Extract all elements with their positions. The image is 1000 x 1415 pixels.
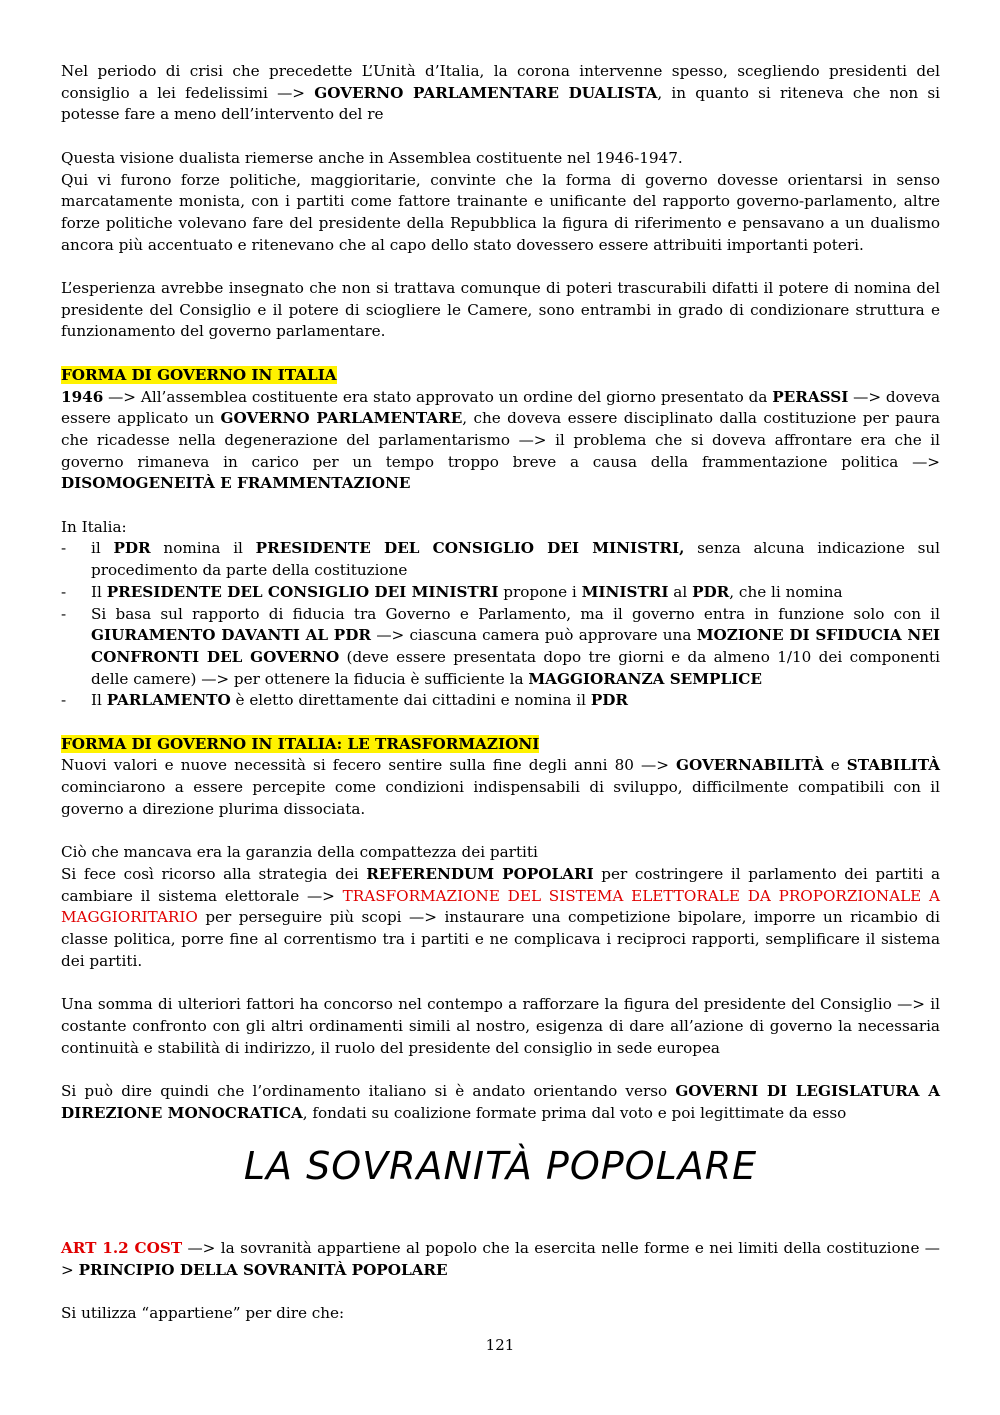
text: , fondati su coalizione formate prima dal voto e poi legittimate da esso	[302, 1103, 847, 1122]
paragraph-perassi	[61, 387, 940, 496]
list-intro: In Italia:	[61, 517, 127, 536]
page-number: 121	[485, 1336, 515, 1354]
bold-term: REFERENDUM POPOLARI	[366, 864, 594, 883]
paragraph-assemblea: Questa visione dualista riemerse anche in Assemblea costituente nel 1946-1947.	[61, 148, 683, 167]
text: per costringere il parlamento dei partiti a cambiare il sistema elettorale —>	[61, 864, 941, 905]
bold-term: PDR	[590, 691, 629, 710]
text: è eletto direttamente dai cittadini e nomina il	[230, 691, 591, 710]
bold-term: PERASSI	[772, 387, 849, 406]
section-heading-forma-governo	[61, 365, 940, 387]
paragraph-esperienza: L’esperienza avrebbe insegnato che non si trattava comunque di poteri trascurabili difatti il potere di nomina del presidente del Consiglio e il potere di sciogliere le Camere, sono entrambi in grado di condizionare struttura e funzionamento del governo parlamentare.	[61, 279, 940, 341]
bold-term: 1946	[61, 387, 104, 406]
text: Si può dire quindi che l’ordinamento italiano si è andato orientando verso	[61, 1081, 676, 1100]
text: e	[823, 756, 847, 775]
bold-term: PRESIDENTE DEL CONSIGLIO DEI MINISTRI,	[255, 539, 685, 558]
text: Si basa sul rapporto di fiducia tra Governo e Parlamento, ma il governo entra in funzione solo con il	[91, 604, 940, 623]
bold-term: PRESIDENTE DEL CONSIGLIO DEI MINISTRI	[106, 582, 499, 601]
red-term: TRASFORMAZIONE DEL SISTEMA ELETTORALE DA PROPORZIONALE A	[342, 886, 940, 905]
text: Il	[91, 582, 107, 601]
highlighted-heading: FORMA DI GOVERNO IN ITALIA: LE TRASFORMAZIONI	[61, 734, 540, 753]
bold-term: PDR	[113, 539, 151, 558]
text: al	[668, 582, 693, 601]
paragraph-ulteriori-fattori: Una somma di ulteriori fattori ha concorso nel contempo a rafforzare la figura del presidente del Consiglio —> il costante confronto con gli altri ordinamenti simili al nostro, esigenza di dare all’azione di governo la necessaria continuità e stabilità di indirizzo, il ruolo del presidente del consiglio in sede europea	[61, 995, 940, 1057]
bold-term: PARLAMENTO	[106, 691, 231, 710]
list-item	[61, 604, 940, 691]
chapter-title: LA SOVRANITÀ POPOLARE	[243, 1144, 758, 1189]
bold-term: GOVERNI DI LEGISLATURA A DIREZIONE MONOCRATICA	[61, 1081, 940, 1122]
text: (deve essere presentata dopo tre giorni e da almeno 1/10 dei componenti delle camere) —> per ottenere la fiducia è sufficiente la	[91, 647, 940, 688]
list-item	[61, 582, 940, 604]
text: , che doveva essere disciplinato dalla costituzione per paura che ricadesse nella degenerazione del parlamentarismo —> il problema che si doveva affrontare era che il governo rimaneva in carico per un tempo troppo breve a causa della frammentazione politica —>	[61, 409, 940, 471]
bold-term: STABILITÀ	[846, 756, 940, 775]
bold-term: GIURAMENTO DAVANTI AL PDR	[91, 626, 372, 645]
text: —> All’assemblea costituente era stato approvato un ordine del giorno presentato da	[103, 387, 773, 406]
paragraph-governi-legislatura	[61, 1081, 940, 1124]
red-term: MAGGIORITARIO	[61, 908, 198, 927]
list-item	[61, 538, 940, 581]
bold-term: DISOMOGENEITÀ E FRAMMENTAZIONE	[61, 474, 411, 493]
paragraph-appartiene: Si utilizza “appartiene” per dire che:	[61, 1304, 345, 1323]
text: —> la sovranità appartiene al popolo che la esercita nelle forme e nei limiti della costituzione —>	[61, 1239, 940, 1280]
text: —> ciascuna camera può approvare una	[371, 626, 697, 645]
bold-term: GOVERNO PARLAMENTARE DUALISTA	[314, 83, 658, 102]
bold-term: MAGGIORANZA SEMPLICE	[528, 669, 762, 688]
bold-term: PDR	[692, 582, 730, 601]
highlighted-heading: FORMA DI GOVERNO IN ITALIA	[61, 365, 337, 384]
bold-term: PRINCIPIO DELLA SOVRANITÀ POPOLARE	[78, 1261, 448, 1280]
paragraph-compattezza: Ciò che mancava era la garanzia della compattezza dei partiti	[61, 843, 538, 862]
text: Si fece così ricorso alla strategia dei	[61, 864, 367, 883]
bold-term: MOZIONE DI SFIDUCIA NEI CONFRONTI DEL GOVERNO	[91, 626, 940, 666]
text: senza alcuna indicazione sul procedimento da parte della costituzione	[91, 539, 941, 580]
text: Il	[91, 691, 107, 710]
list-item	[61, 690, 940, 712]
text: Nel periodo di crisi che precedette L’Unità d’Italia, la corona intervenne spesso, scegliendo presidenti del consiglio a lei fedelissimi —>	[61, 62, 940, 102]
bold-term: GOVERNO PARLAMENTARE	[220, 409, 463, 428]
paragraph-dualismo	[61, 61, 940, 126]
text: cominciarono a essere percepite come condizioni indispensabili di sviluppo, difficilmente compatibili con il governo a direzione plurima dissociata.	[61, 778, 940, 818]
bold-term: MINISTRI	[581, 582, 669, 601]
text: per perseguire più scopi —> instaurare una competizione bipolare, imporre un ricambio di classe politica, porre fine al correntismo tra i partiti e ne complicava i reciproci rapporti, semplificare il sistema dei partiti.	[61, 908, 940, 970]
text: propone i	[498, 582, 582, 601]
italia-list	[61, 538, 940, 712]
document-page	[61, 61, 940, 1325]
paragraph-art-1-2	[61, 1238, 940, 1281]
text: —> doveva essere applicato un	[61, 387, 941, 428]
paragraph-nuovi-valori	[61, 755, 940, 820]
text: , in quanto si riteneva che non si potesse fare a meno dell’intervento del re	[61, 83, 940, 124]
section-heading-trasformazioni	[61, 734, 940, 756]
text: , che li nomina	[729, 582, 843, 601]
text: nomina il	[150, 539, 256, 558]
bold-term: GOVERNABILITÀ	[676, 756, 824, 775]
paragraph-forze-politiche: Qui vi furono forze politiche, maggioritarie, convinte che la forma di governo dovesse orientarsi in senso marcatamente monista, con i partiti come fattore trainante e unificante del rapporto governo-parlamento, altre forze politiche volevano fare del presidente della Repubblica la figura di riferimento e pensavano a un dualismo ancora più accentuato e ritenevano che al capo dello stato dovessero essere attribuiti importanti poteri.	[61, 170, 940, 254]
text: Nuovi valori e nuove necessità si fecero sentire sulla fine degli anni 80 —>	[61, 756, 677, 775]
text: il	[91, 539, 114, 558]
paragraph-referendum	[61, 864, 940, 973]
red-term: ART 1.2 COST	[61, 1239, 183, 1258]
